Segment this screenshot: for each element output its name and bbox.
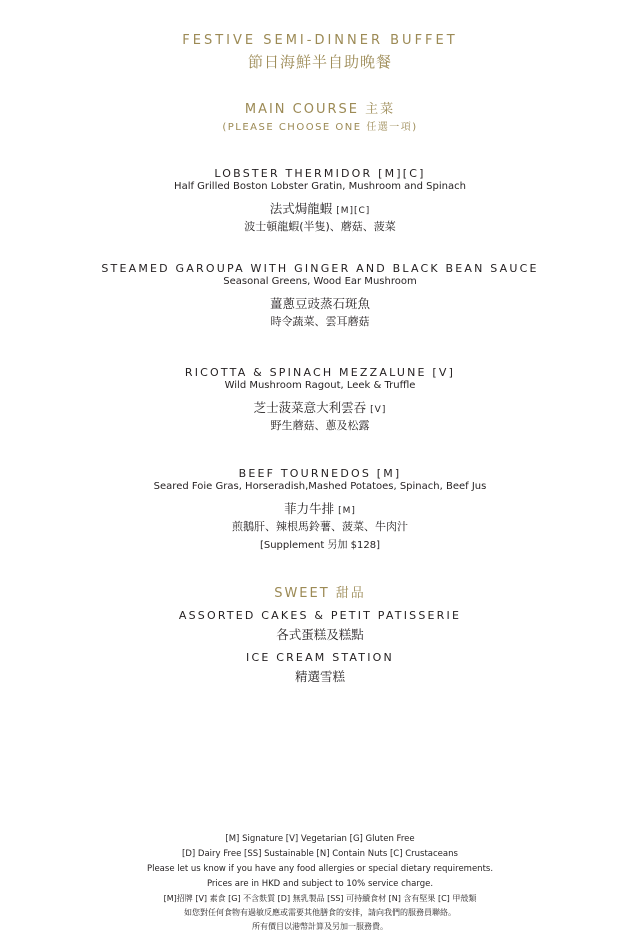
dish-supplement: [Supplement 另加 $128] xyxy=(259,540,381,551)
footer-price-note: Prices are in HKD and subject to 10% service charge. xyxy=(206,879,434,889)
dish-desc-zh: 野生蘑菇、蔥及松露 xyxy=(270,419,370,432)
dish-name-en: BEEF TOURNEDOS [M] xyxy=(238,467,402,480)
dish-name-zh-text: 菲力牛排 xyxy=(284,501,335,516)
dish-desc-en: Seared Foie Gras, Horseradish,Mashed Potatoes, Spinach, Beef Jus xyxy=(153,481,487,492)
menu-title-en: FESTIVE SEMI-DINNER BUFFET xyxy=(182,33,458,48)
dish-name-zh xyxy=(0,398,640,416)
dish-name-zh xyxy=(0,199,640,217)
dish-name-en: STEAMED GAROUPA WITH GINGER AND BLACK BEAN SAUCE xyxy=(101,262,539,275)
footer-price-note-zh: 所有價目以港幣計算及另加一服務費。 xyxy=(252,922,388,931)
dish-desc-en: Seasonal Greens, Wood Ear Mushroom xyxy=(223,276,417,287)
dish-name-zh-text: 芝士菠菜意大利雲吞 xyxy=(253,400,367,415)
main-course-note: (PLEASE CHOOSE ONE 任選一項) xyxy=(222,122,418,133)
footer-legend-zh: [M]招牌 [V] 素食 [G] 不含麩質 [D] 無乳製品 [SS] 可持續食材 [N] 含有堅果 [C] 甲殼類 xyxy=(163,894,477,903)
footer-legend-line: [D] Dairy Free [SS] Sustainable [N] Contain Nuts [C] Crustaceans xyxy=(182,849,458,859)
dish-desc-zh: 波士頓龍蝦(半隻)、蘑菇、菠菜 xyxy=(244,220,396,233)
sweet-item-name-zh: 精選雪糕 xyxy=(294,669,345,684)
dish-tag: [M] xyxy=(338,506,356,516)
dish-tag: [V] xyxy=(370,405,387,415)
dish-desc-zh: 煎鵝肝、辣根馬鈴薯、菠菜、牛肉汁 xyxy=(232,520,408,533)
footer-allergy-note-zh: 如您對任何食物有過敏反應或需要其他膳食的安排，請向我們的服務員聯絡。 xyxy=(184,908,456,917)
dish-desc-en: Wild Mushroom Ragout, Leek & Truffle xyxy=(224,380,416,391)
sweet-item-name-en: ICE CREAM STATION xyxy=(246,651,394,664)
sweet-heading: SWEET 甜品 xyxy=(274,586,366,601)
dish-desc-en: Half Grilled Boston Lobster Gratin, Mushroom and Spinach xyxy=(174,181,466,192)
dish-name-zh: 薑蔥豆豉蒸石斑魚 xyxy=(269,296,370,311)
dish-name-zh xyxy=(0,499,640,517)
sweet-item-name-en: ASSORTED CAKES & PETIT PATISSERIE xyxy=(178,609,462,622)
menu-title-zh: 節日海鮮半自助晚餐 xyxy=(247,53,392,71)
main-course-heading: MAIN COURSE 主菜 xyxy=(244,102,396,117)
dish-name-en: LOBSTER THERMIDOR [M][C] xyxy=(214,167,426,180)
dish-name-zh-text: 法式焗龍蝦 xyxy=(269,201,333,216)
dish-name-en: RICOTTA & SPINACH MEZZALUNE [V] xyxy=(184,366,456,379)
footer-allergy-note: Please let us know if you have any food allergies or special dietary requirements. xyxy=(146,864,494,874)
dish-tag: [M][C] xyxy=(336,206,371,216)
sweet-item-name-zh: 各式蛋糕及糕點 xyxy=(276,627,364,642)
dish-desc-zh: 時令蔬菜、雲耳蘑菇 xyxy=(270,315,370,328)
footer-legend-line: [M] Signature [V] Vegetarian [G] Gluten Free xyxy=(225,834,415,844)
